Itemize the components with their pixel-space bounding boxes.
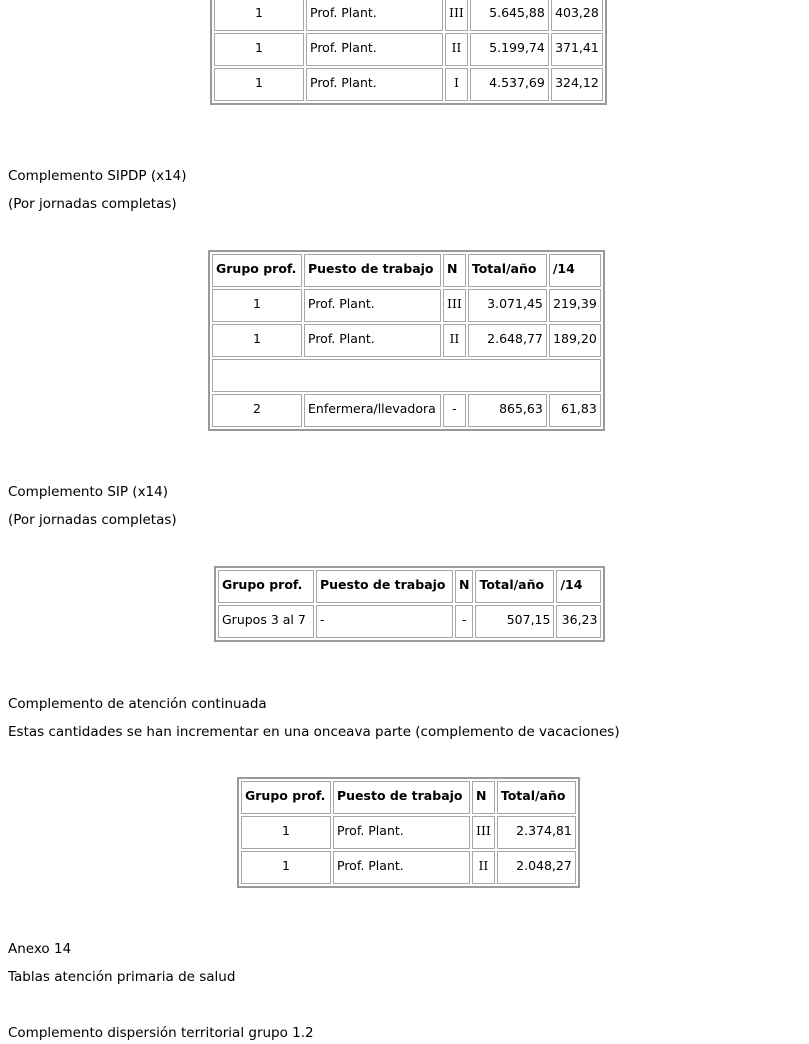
header-puesto: Puesto de trabajo [333,781,470,814]
cell-n: II [443,324,466,357]
cell-total: 3.071,45 [468,289,547,322]
header-grupo: Grupo prof. [241,781,331,814]
table-top-continuation [210,0,607,105]
cell-div: 324,12 [551,68,603,101]
header-grupo: Grupo prof. [218,570,314,603]
cell-div: 219,39 [549,289,601,322]
header-grupo: Grupo prof. [212,254,302,287]
cell-n: - [443,394,466,427]
cell-puesto: Prof. Plant. [304,324,441,357]
table-row [241,816,576,849]
cell-grupo: 1 [212,324,302,357]
header-n: N [472,781,495,814]
cell-div: 403,28 [551,0,603,31]
cell-n: II [472,851,495,884]
table-row [212,324,601,357]
cell-n: III [445,0,468,31]
header-n: N [443,254,466,287]
cell-puesto: Prof. Plant. [304,289,441,322]
cell-grupo: Grupos 3 al 7 [218,605,314,638]
anexo-next-heading: Complemento dispersión territorial grupo 1.2 [8,1025,314,1041]
section-title-sipdp: Complemento SIPDP (x14) [8,168,187,184]
cell-grupo: 1 [212,289,302,322]
cell-puesto: - [316,605,453,638]
table-row [241,851,576,884]
cell-total: 5.199,74 [470,33,549,66]
cell-total: 507,15 [475,605,554,638]
cell-div: 371,41 [551,33,603,66]
table-row-empty [212,359,601,392]
cell-div: 36,23 [556,605,601,638]
cell-grupo: 1 [241,851,331,884]
cell-n: - [455,605,473,638]
cell-div: 61,83 [549,394,601,427]
table-header-row [212,254,601,287]
table-sip [214,566,605,642]
cell-puesto: Enfermera/llevadora [304,394,441,427]
table-row [212,289,601,322]
cell-grupo: 1 [241,816,331,849]
cell-n: III [443,289,466,322]
cell-total: 4.537,69 [470,68,549,101]
cell-total: 2.648,77 [468,324,547,357]
section-title-atencion: Complemento de atención continuada [8,696,267,712]
section-subtitle-atencion: Estas cantidades se han incrementar en una onceava parte (complemento de vacaciones) [8,724,620,740]
table-row [218,605,601,638]
section-title-sip: Complemento SIP (x14) [8,484,169,500]
table-header-row [241,781,576,814]
cell-puesto: Prof. Plant. [333,851,470,884]
table-sipdp [208,250,605,431]
cell-total: 2.374,81 [497,816,576,849]
header-total: Total/año [497,781,576,814]
cell-puesto: Prof. Plant. [306,0,443,31]
table-header-row [218,570,601,603]
cell-total: 5.645,88 [470,0,549,31]
cell-grupo: 2 [212,394,302,427]
table-row [214,68,603,101]
cell-puesto: Prof. Plant. [306,33,443,66]
cell-puesto: Prof. Plant. [333,816,470,849]
header-puesto: Puesto de trabajo [316,570,453,603]
cell-empty [212,359,601,392]
header-total: Total/año [468,254,547,287]
table-atencion [237,777,580,888]
cell-total: 865,63 [468,394,547,427]
table-row [212,394,601,427]
cell-n: II [445,33,468,66]
header-puesto: Puesto de trabajo [304,254,441,287]
anexo-title: Anexo 14 [8,941,72,957]
cell-grupo: 1 [214,0,304,31]
cell-n: I [445,68,468,101]
cell-grupo: 1 [214,33,304,66]
table-row [214,33,603,66]
anexo-subtitle: Tablas atención primaria de salud [8,969,236,985]
section-subtitle-sipdp: (Por jornadas completas) [8,196,177,212]
header-total: Total/año [475,570,554,603]
section-subtitle-sip: (Por jornadas completas) [8,512,177,528]
cell-n: III [472,816,495,849]
header-div: /14 [549,254,601,287]
cell-grupo: 1 [214,68,304,101]
cell-total: 2.048,27 [497,851,576,884]
table-row [214,0,603,31]
cell-puesto: Prof. Plant. [306,68,443,101]
header-div: /14 [556,570,601,603]
header-n: N [455,570,473,603]
cell-div: 189,20 [549,324,601,357]
